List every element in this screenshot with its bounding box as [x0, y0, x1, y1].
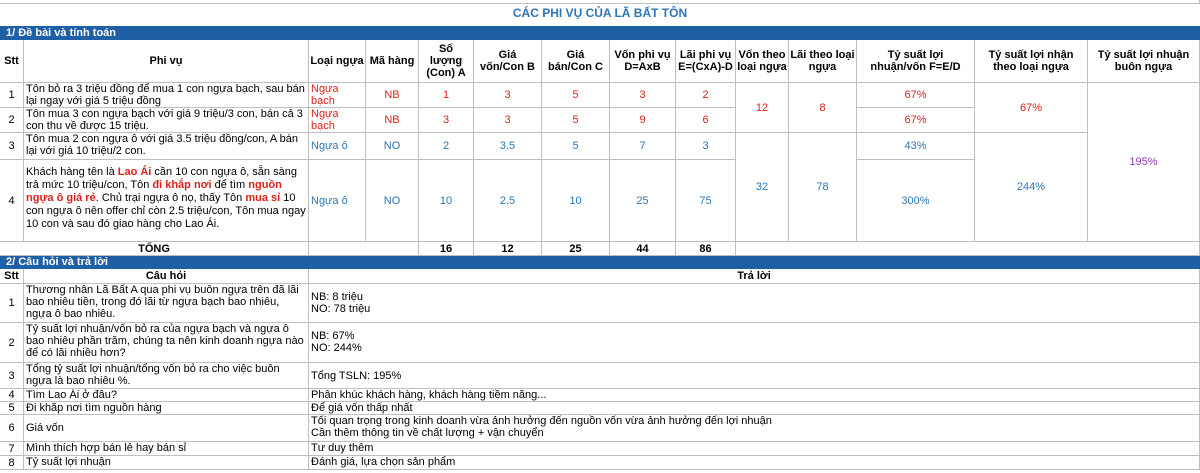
von-theo-loai-no: 32 [736, 133, 789, 242]
row4-desc-lao-ai: Lao Ái [117, 166, 152, 178]
total-d: 44 [610, 242, 676, 256]
total-c: 25 [542, 242, 610, 256]
row4-desc-p4: để tìm [211, 179, 249, 191]
row4-ma: NO [366, 160, 419, 242]
row3-c: 5 [542, 133, 610, 160]
row4-f: 300% [857, 160, 975, 242]
row2-loai: Ngựa bạch [309, 108, 366, 133]
row4-e: 75 [676, 160, 736, 242]
qa7-question: Mình thích hợp bán lẻ hay bán sỉ [24, 442, 309, 456]
row3-ma: NO [366, 133, 419, 160]
row1-f: 67% [857, 83, 975, 108]
total-a: 16 [419, 242, 474, 256]
header-lai-phi-vu: Lãi phi vụ E=(CxA)-D [676, 40, 736, 83]
row4-desc-p2: cần 10 con ngựa ô, sẵn sàng trả mức 10 triệu/con, Tôn [26, 166, 297, 191]
qa-header-answer: Trả lời [309, 269, 1200, 284]
header-so-luong: Số lượng (Con) A [419, 40, 474, 83]
qa3-answer: Tổng TSLN: 195% [309, 363, 1200, 389]
total-empty [309, 242, 419, 256]
sheet-title: CÁC PHI VỤ CỦA LÃ BẤT TÔN [512, 6, 688, 20]
lai-theo-loai-no: 78 [789, 133, 857, 242]
qa4-answer: Phân khúc khách hàng, khách hàng tiềm năng... [309, 389, 1200, 402]
qa3-stt: 3 [0, 363, 24, 389]
section-header-calc: 1/ Đề bài và tính toán [0, 26, 1200, 40]
row4-loai: Ngựa ô [309, 160, 366, 242]
qa6-question: Giá vốn [24, 415, 309, 442]
qa6-answer-line2: Cần thêm thông tin về chất lượng + vận chuyển [311, 427, 544, 439]
qa5-answer: Để giá vốn thấp nhất [309, 402, 1200, 415]
qa5-stt: 5 [0, 402, 24, 415]
row3-b: 3.5 [474, 133, 542, 160]
ty-suat-loai-nb: 67% [975, 83, 1088, 133]
header-stt: Stt [0, 40, 24, 83]
row4-desc-mua-si: mua sỉ [245, 192, 281, 204]
row4-desc-p8: 10 con ngựa ô nên offer chỉ còn 2.5 triệu/con, Tôn mua ngay 10 con và sau đó giao hàng cho Lao Ái. [26, 192, 306, 230]
qa7-answer: Tư duy thêm [309, 442, 1200, 456]
header-gia-von: Giá vốn/Con B [474, 40, 542, 83]
row4-desc [24, 160, 309, 242]
qa6-stt: 6 [0, 415, 24, 442]
row4-a: 10 [419, 160, 474, 242]
qa4-question: Tìm Lao Ái ở đâu? [24, 389, 309, 402]
row4-stt: 4 [0, 160, 24, 242]
row2-desc: Tôn mua 3 con ngựa bạch với giá 9 triệu/3 con, bán cả 3 con thu về được 15 triệu. [24, 108, 309, 133]
qa7-stt: 7 [0, 442, 24, 456]
row2-f: 67% [857, 108, 975, 133]
row2-e: 6 [676, 108, 736, 133]
row1-loai: Ngựa bạch [309, 83, 366, 108]
row1-a: 1 [419, 83, 474, 108]
qa8-answer: Đánh giá, lựa chọn sản phẩm [309, 456, 1200, 470]
row4-c: 10 [542, 160, 610, 242]
qa-header-stt: Stt [0, 269, 24, 284]
total-label: TỔNG [0, 242, 309, 256]
row1-c: 5 [542, 83, 610, 108]
row3-a: 2 [419, 133, 474, 160]
row1-b: 3 [474, 83, 542, 108]
qa2-answer-line2: NO: 244% [311, 342, 362, 354]
row2-b: 3 [474, 108, 542, 133]
row3-e: 3 [676, 133, 736, 160]
header-gia-ban: Giá bán/Con C [542, 40, 610, 83]
row4-desc-p6: . Chủ trại ngựa ô nọ, thấy Tôn [95, 192, 246, 204]
row4-desc-nguon-ngua: nguồn ngựa ô giá rẻ [26, 179, 282, 204]
row4-d: 25 [610, 160, 676, 242]
header-ma-hang: Mã hàng [366, 40, 419, 83]
header-ty-suat-loai: Tỷ suất lợi nhận theo loại ngựa [975, 40, 1088, 83]
section-header-qa: 2/ Câu hỏi và trả lời [0, 256, 1200, 269]
qa2-question: Tỷ suất lợi nhuận/vốn bỏ ra của ngựa bạch và ngựa ô bao nhiêu phần trăm, chúng ta nên kinh doanh ngựa nào để có lãi nhiều hơn? [24, 323, 309, 363]
row3-d: 7 [610, 133, 676, 160]
row2-c: 5 [542, 108, 610, 133]
row1-desc: Tôn bỏ ra 3 triệu đồng để mua 1 con ngựa bạch, sau bán lại ngay với giá 5 triệu đồng [24, 83, 309, 108]
row2-d: 9 [610, 108, 676, 133]
row3-loai: Ngựa ô [309, 133, 366, 160]
row1-stt: 1 [0, 83, 24, 108]
header-loai-ngua: Loại ngựa [309, 40, 366, 83]
column-header-strip [0, 0, 1200, 4]
qa6-answer-line1: Tối quan trọng trong kinh doanh vừa ảnh hưởng đến nguồn vốn vừa ảnh hưởng đến lợi nhuận [311, 415, 772, 427]
total-b: 12 [474, 242, 542, 256]
ty-suat-loai-no: 244% [975, 133, 1088, 242]
qa2-stt: 2 [0, 323, 24, 363]
header-ty-suat-buon: Tỷ suất lợi nhuận buôn ngựa [1088, 40, 1200, 83]
header-ty-suat: Tỷ suất lợi nhuận/vốn F=E/D [857, 40, 975, 83]
row3-stt: 3 [0, 133, 24, 160]
ty-suat-buon-ngua: 195% [1088, 83, 1200, 242]
row2-a: 3 [419, 108, 474, 133]
qa1-question: Thương nhân Lã Bất A qua phi vụ buôn ngựa trên đã lãi bao nhiêu tiền, trong đó lãi từ ngựa bạch bao nhiêu, ngựa ô bao nhiêu. [24, 284, 309, 323]
row4-b: 2.5 [474, 160, 542, 242]
qa3-question: Tổng tỷ suất lợi nhuận/tổng vốn bỏ ra cho việc buôn ngựa là bao nhiêu %. [24, 363, 309, 389]
qa1-stt: 1 [0, 284, 24, 323]
qa1-answer-line2: NO: 78 triệu [311, 303, 371, 315]
qa5-question: Đi khắp nơi tìm nguồn hàng [24, 402, 309, 415]
von-theo-loai-nb: 12 [736, 83, 789, 133]
header-lai-theo-loai: Lãi theo loại ngựa [789, 40, 857, 83]
header-von-theo-loai: Vốn theo loại ngựa [736, 40, 789, 83]
row1-d: 3 [610, 83, 676, 108]
qa-header-question: Câu hỏi [24, 269, 309, 284]
qa2-answer-line1: NB: 67% [311, 330, 355, 342]
qa6-answer [309, 415, 1200, 442]
qa8-question: Tỷ suất lợi nhuận [24, 456, 309, 470]
qa2-answer [309, 323, 1200, 363]
row4-desc-p0: Khách hàng tên là [26, 166, 118, 178]
qa8-stt: 8 [0, 456, 24, 470]
qa1-answer [309, 284, 1200, 323]
row3-desc: Tôn mua 2 con ngựa ô với giá 3.5 triệu đồng/con, A bán lại với giá 10 triệu/2 con. [24, 133, 309, 160]
header-phi-vu: Phi vụ [24, 40, 309, 83]
qa4-stt: 4 [0, 389, 24, 402]
row1-ma: NB [366, 83, 419, 108]
row2-stt: 2 [0, 108, 24, 133]
total-e: 86 [676, 242, 736, 256]
qa1-answer-line1: NB: 8 triệu [311, 291, 363, 303]
lai-theo-loai-nb: 8 [789, 83, 857, 133]
row4-desc-di-khap-noi: đi khắp nơi [152, 179, 212, 191]
row2-ma: NB [366, 108, 419, 133]
header-von-phi-vu: Vốn phi vụ D=AxB [610, 40, 676, 83]
row3-f: 43% [857, 133, 975, 160]
row1-e: 2 [676, 83, 736, 108]
total-rest [736, 242, 1200, 256]
